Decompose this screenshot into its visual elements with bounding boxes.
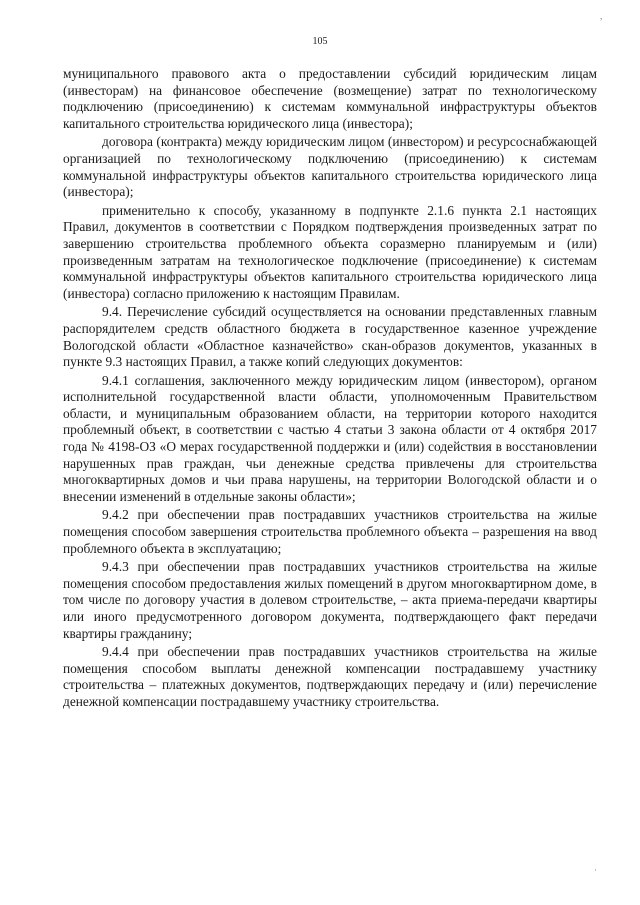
document-body	[63, 66, 597, 711]
paragraph-9-4-1: 9.4.1 соглашения, заключенного между юридическим лицом (инвестором), органом исполнительной государственной власти области, уполномоченным Правительством области, и муниципальным образованием области, на территории которого находится проблемный объект, в соответствии с частью 4 статьи 3 закона области от 4 октября 2017 года № 4198-ОЗ «О мерах государственной поддержки и (или) содействия в восстановлении нарушенных прав граждан, чьи денежные средства привлечены для строительства многоквартирных домов и чьи права нарушены, на территории Вологодской области и о внесении изменений в отдельные законы области»;	[63, 372, 597, 504]
paragraph-9-4-4: 9.4.4 при обеспечении прав пострадавших участников строительства на жилые помещения способом выплаты денежной компенсации пострадавшему участнику строительства – платежных документов, подтверждающих передачу и (или) перечисление денежной компенсации пострадавшему участнику строительства.	[63, 644, 597, 709]
paragraph-municipal-act: муниципального правового акта о предоставлении субсидий юридическим лицам (инвесторам) на финансовое обеспечение (возмещение) затрат по технологическому подключению (присоединению) к системам коммунальной инфраструктуры объектов капитального строительства юридического лица (инвестора);	[63, 66, 597, 131]
paragraph-method-2-1-6: применительно к способу, указанному в подпункте 2.1.6 пункта 2.1 настоящих Правил, документов в соответствии с Порядком подтверждения произведенных затрат по завершению строительства проблемного объекта соразмерно планируемым и (или) произведенным затратам на технологическое подключение (присоединение) к системам коммунальной инфраструктуры объектов капитального строительства юридического лица (инвестора) согласно приложению к настоящим Правилам.	[63, 202, 597, 301]
paragraph-9-4-2: 9.4.2 при обеспечении прав пострадавших участников строительства на жилые помещения способом завершения строительства проблемного объекта – разрешения на ввод проблемного объекта в эксплуатацию;	[63, 507, 597, 556]
paragraph-9-4: 9.4. Перечисление субсидий осуществляется на основании представленных главным распорядителем средств областного бюджета в государственное казенное учреждение Вологодской области «Областное казначейство» скан-образов документов, указанных в пункте 9.3 настоящих Правил, а также копий следующих документов:	[63, 304, 597, 370]
scan-mark-top: ,	[600, 11, 603, 21]
page-number: 105	[312, 36, 328, 47]
scan-mark-bottom: ·	[594, 865, 597, 875]
paragraph-9-4-3: 9.4.3 при обеспечении прав пострадавших участников строительства на жилые помещения способом предоставления жилых помещений в другом многоквартирном доме, в том числе по договору участия в долевом строительстве, – акта приема-передачи квартиры или иного предусмотренного договором документа, подтверждающего факт передачи квартиры гражданину;	[63, 559, 597, 641]
paragraph-contract: договора (контракта) между юридическим лицом (инвестором) и ресурсоснабжающей организацией по технологическому подключению (присоединению) к системам коммунальной инфраструктуры объектов капитального строительства юридического лица (инвестора);	[63, 134, 597, 200]
